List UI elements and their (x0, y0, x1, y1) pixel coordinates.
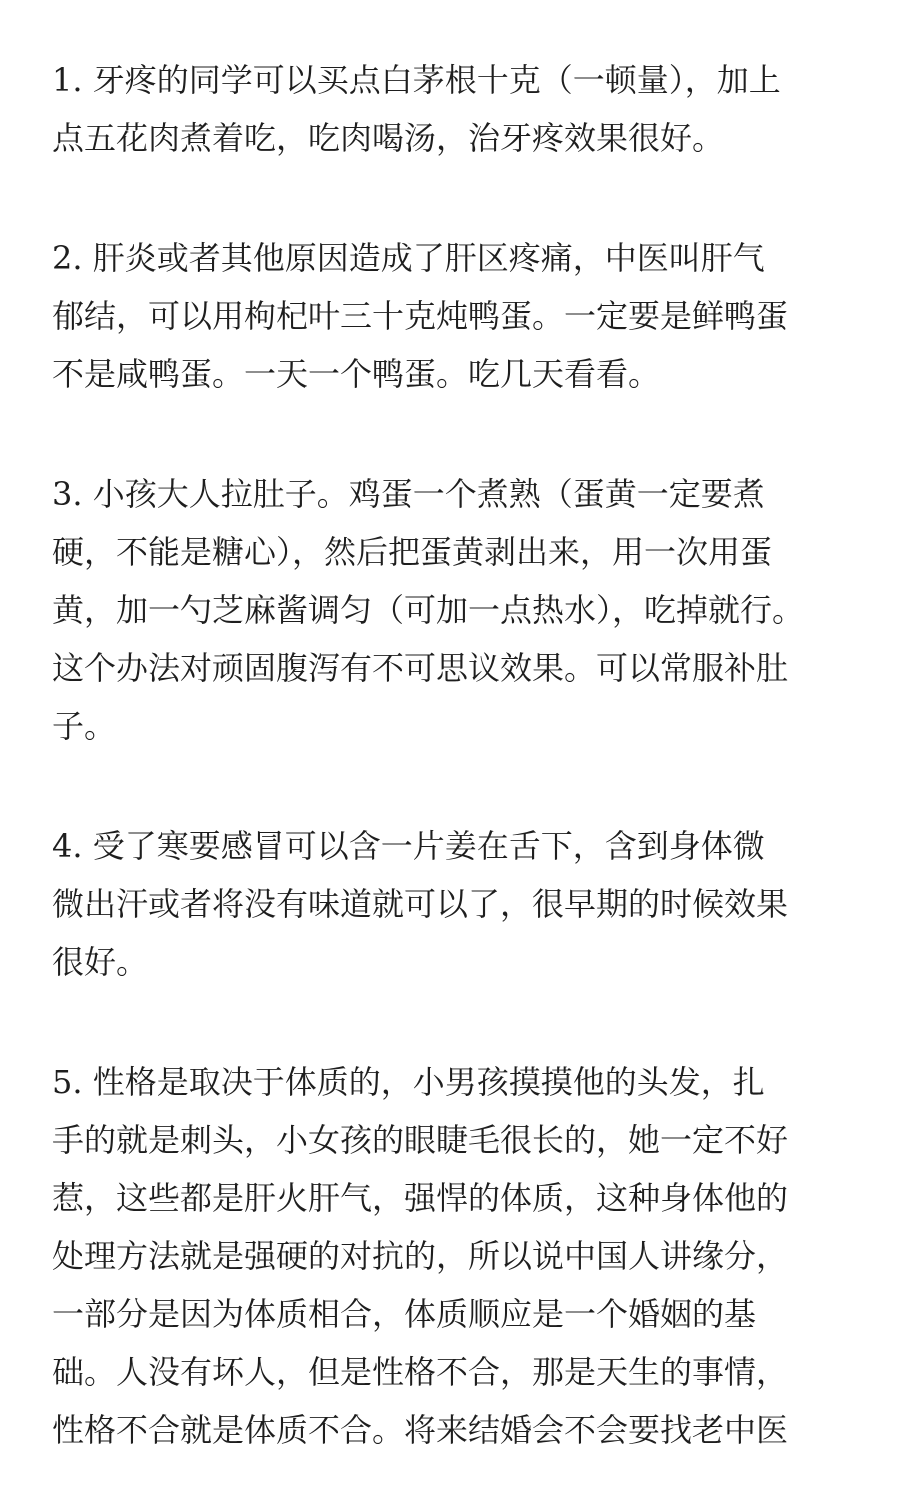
tip-line: 微出汗或者将没有味道就可以了，很早期的时候效果 (52, 885, 789, 923)
tip-line: 5. 性格是取决于体质的，小男孩摸摸他的头发，扎 (52, 1063, 765, 1101)
tip-line: 硬，不能是糖心），然后把蛋黄剥出来，用一次用蛋 (52, 533, 773, 571)
tip-line: 不是咸鸭蛋。一天一个鸭蛋。吃几天看看。 (52, 355, 661, 393)
tip-line: 郁结，可以用枸杞叶三十克炖鸭蛋。一定要是鲜鸭蛋 (52, 297, 789, 335)
tip-line: 很好。 (52, 943, 149, 981)
tip-line: 点五花肉煮着吃，吃肉喝汤，治牙疼效果很好。 (52, 119, 725, 157)
tip-line: 手的就是刺头，小女孩的眼睫毛很长的，她一定不好 (52, 1121, 789, 1159)
tip-line: 子。 (52, 707, 117, 745)
tip-line: 性格不合就是体质不合。将来结婚会不会要找老中医 (52, 1411, 789, 1449)
tip-line: 4. 受了寒要感冒可以含一片姜在舌下，含到身体微 (52, 827, 765, 865)
tip-line: 2. 肝炎或者其他原因造成了肝区疼痛，中医叫肝气 (52, 239, 765, 277)
tip-line: 一部分是因为体质相合，体质顺应是一个婚姻的基 (52, 1295, 757, 1333)
tip-line: 处理方法就是强硬的对抗的，所以说中国人讲缘分， (52, 1237, 789, 1275)
tip-line: 惹，这些都是肝火肝气，强悍的体质，这种身体他的 (52, 1179, 789, 1217)
tip-line: 黄，加一勺芝麻酱调匀（可加一点热水），吃掉就行。 (52, 591, 805, 629)
tip-line: 3. 小孩大人拉肚子。鸡蛋一个煮熟（蛋黄一定要煮 (52, 475, 765, 513)
tip-line: 1. 牙疼的同学可以买点白茅根十克（一顿量），加上 (52, 61, 781, 99)
tip-line: 础。人没有坏人，但是性格不合，那是天生的事情， (52, 1353, 789, 1391)
tip-line: 这个办法对顽固腹泻有不可思议效果。可以常服补肚 (52, 649, 789, 687)
